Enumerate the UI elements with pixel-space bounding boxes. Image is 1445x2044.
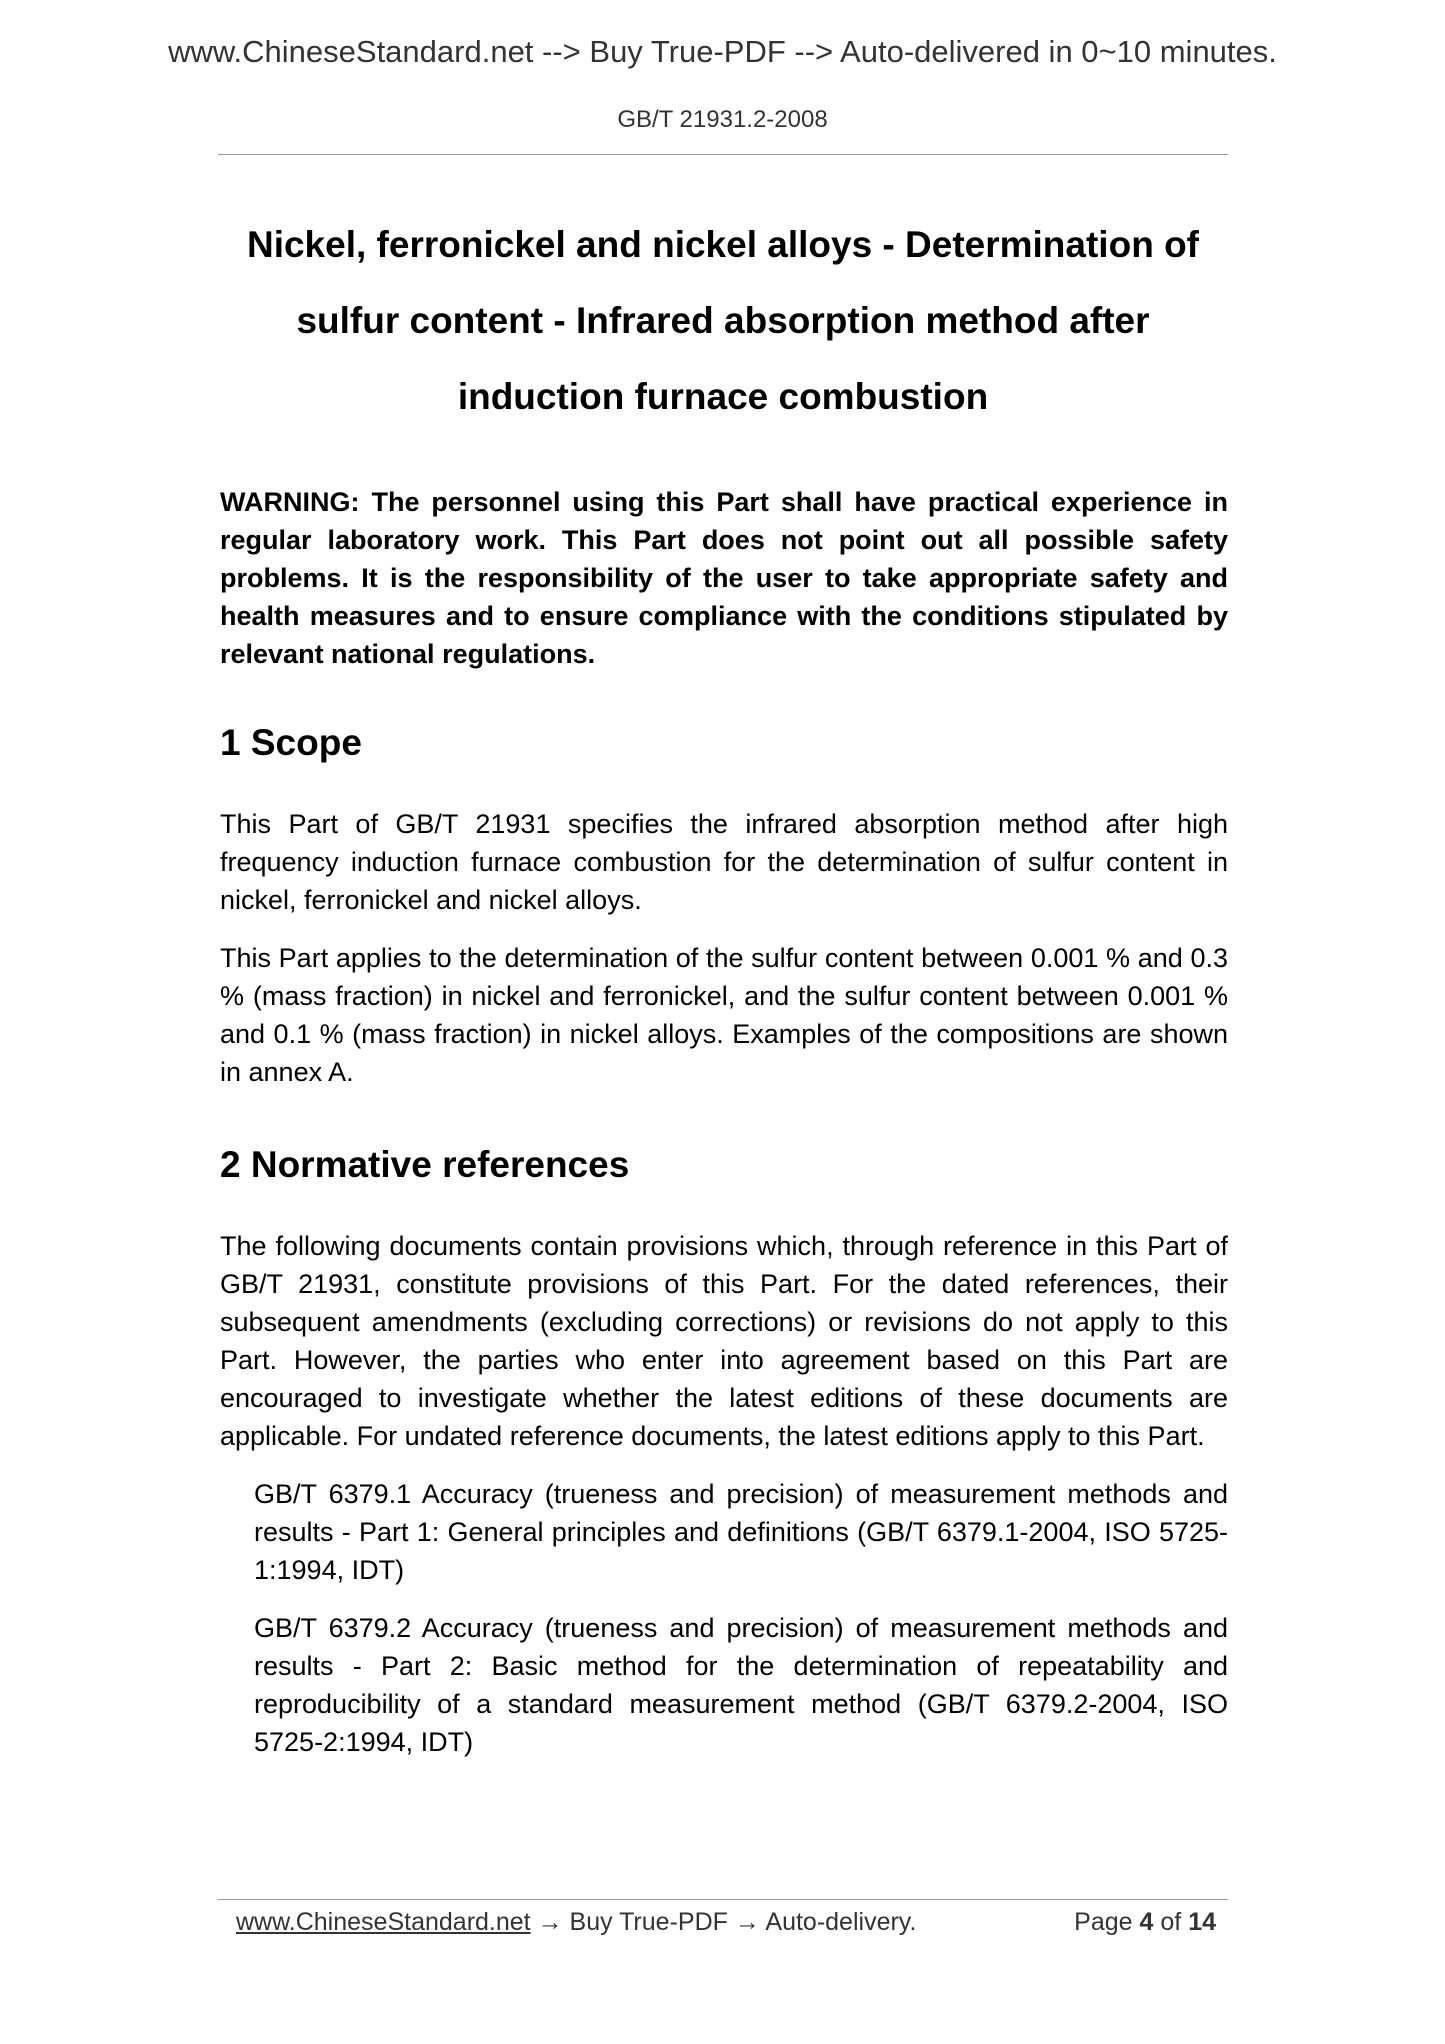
reference-item: GB/T 6379.2 Accuracy (trueness and precision) of measurement methods and results - Part 2: Basic method for the determination of repeatability and reproducibility of a standard measurement method (GB/T 6379.2-2004, ISO 5725-2:1994, IDT)	[254, 1613, 1228, 1757]
title-line-1: Nickel, ferronickel and nickel alloys - Determination of	[246, 224, 1199, 265]
title-line-3: induction furnace combustion	[457, 376, 989, 417]
section-heading-scope: 1 Scope	[220, 722, 362, 763]
document-body	[220, 483, 1228, 1781]
banner: www.ChineseStandard.net --> Buy True-PDF --> Auto-delivered in 0~10 minutes.	[168, 34, 1277, 69]
footer-tail: → Buy True-PDF → Auto-delivery.	[530, 1908, 917, 1936]
page-label: Page	[1074, 1908, 1133, 1936]
footer-divider	[218, 1899, 1228, 1900]
footer-site-link[interactable]: www.ChineseStandard.net	[236, 1908, 531, 1936]
page-current: 4	[1139, 1908, 1154, 1936]
page-indicator	[1074, 1905, 1216, 1939]
page-total: 14	[1188, 1908, 1216, 1936]
document-title	[218, 207, 1228, 435]
normative-paragraph: The following documents contain provisions which, through reference in this Part of GB/T 21931, constitute provisions of this Part. For the dated references, their subsequent amendments (excluding corrections) or revisions do not apply to this Part. However, the parties who enter into agreement based on this Part are encouraged to investigate whether the latest editions of these documents are applicable. For undated reference documents, the latest editions apply to this Part.	[220, 1231, 1228, 1451]
title-line-2: sulfur content - Infrared absorption method after	[296, 300, 1150, 341]
header-divider	[218, 154, 1228, 155]
page-footer	[236, 1905, 1216, 1939]
warning-paragraph: WARNING: The personnel using this Part shall have practical experience in regular laboratory work. This Part does not point out all possible safety problems. It is the responsibility of the user to take appropriate safety and health measures and to ensure compliance with the conditions stipulated by relevant national regulations.	[220, 487, 1228, 669]
reference-item: GB/T 6379.1 Accuracy (trueness and precision) of measurement methods and results - Part 1: General principles and definitions (GB/T 6379.1-2004, ISO 5725-1:1994, IDT)	[254, 1479, 1228, 1585]
page-of: of	[1160, 1908, 1182, 1936]
scope-paragraph-1: This Part of GB/T 21931 specifies the infrared absorption method after high frequency induction furnace combustion for the determination of sulfur content in nickel, ferronickel and nickel alloys.	[220, 809, 1228, 915]
scope-paragraph-2: This Part applies to the determination of the sulfur content between 0.001 % and 0.3 % (mass fraction) in nickel and ferronickel, and the sulfur content between 0.001 % and 0.1 % (mass fraction) in nickel alloys. Examples of the compositions are shown in annex A.	[220, 943, 1228, 1087]
standard-number: GB/T 21931.2-2008	[617, 106, 828, 133]
footer-text	[236, 1908, 916, 1936]
section-heading-normative-references: 2 Normative references	[220, 1144, 630, 1185]
